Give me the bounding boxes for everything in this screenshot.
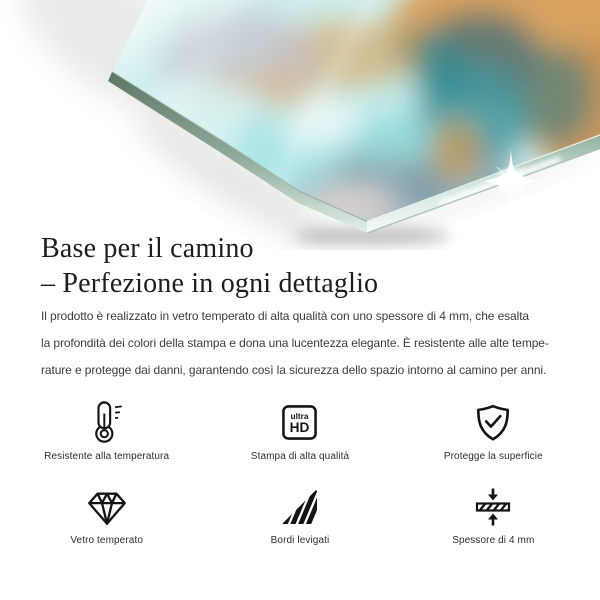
feature-print-quality	[203, 399, 396, 462]
title-line-2: – Perfezione in ogni dettaglio	[41, 268, 379, 299]
description-line: rature e protegge dai danni, garantendo così la sicurezza dello spazio intorno al camino per anni.	[41, 363, 547, 377]
title-line-1: Base per il camino	[41, 233, 254, 264]
diamond-icon	[87, 483, 127, 530]
feature-label: Vetro temperato	[70, 535, 143, 546]
feature-temperature-resistant	[10, 399, 203, 462]
page-title	[41, 231, 378, 301]
polished-edges-icon	[281, 483, 318, 530]
feature-polished-edges	[203, 483, 396, 546]
ultra-hd-icon-text-top: ultra	[291, 412, 309, 422]
thickness-4mm-icon	[475, 483, 511, 530]
product-photo	[0, 0, 600, 250]
shield-check-icon	[472, 399, 514, 446]
feature-thickness	[397, 483, 590, 546]
thermometer-icon	[90, 399, 124, 446]
description-line: la profondità dei colori della stampa e dona una lucentezza elegante. È resistente alle alte tempe-	[41, 336, 549, 350]
feature-label: Protegge la superficie	[443, 451, 543, 462]
feature-label: Spessore di 4 mm	[452, 535, 535, 546]
ultra-hd-icon-text-bottom: HD	[290, 420, 310, 436]
product-description	[41, 303, 549, 384]
feature-tempered-glass	[10, 483, 203, 546]
feature-label: Bordi levigati	[270, 535, 330, 546]
feature-surface-protection	[397, 399, 590, 462]
feature-label: Resistente alla temperatura	[44, 451, 170, 462]
glass-panel-image	[0, 0, 600, 250]
ultra-hd-icon	[281, 399, 318, 446]
feature-label: Stampa di alta qualità	[250, 451, 350, 462]
description-line: Il prodotto è realizzato in vetro temperato di alta qualità con uno spessore di 4 mm, che esalta	[41, 309, 530, 323]
features-grid	[10, 399, 590, 546]
